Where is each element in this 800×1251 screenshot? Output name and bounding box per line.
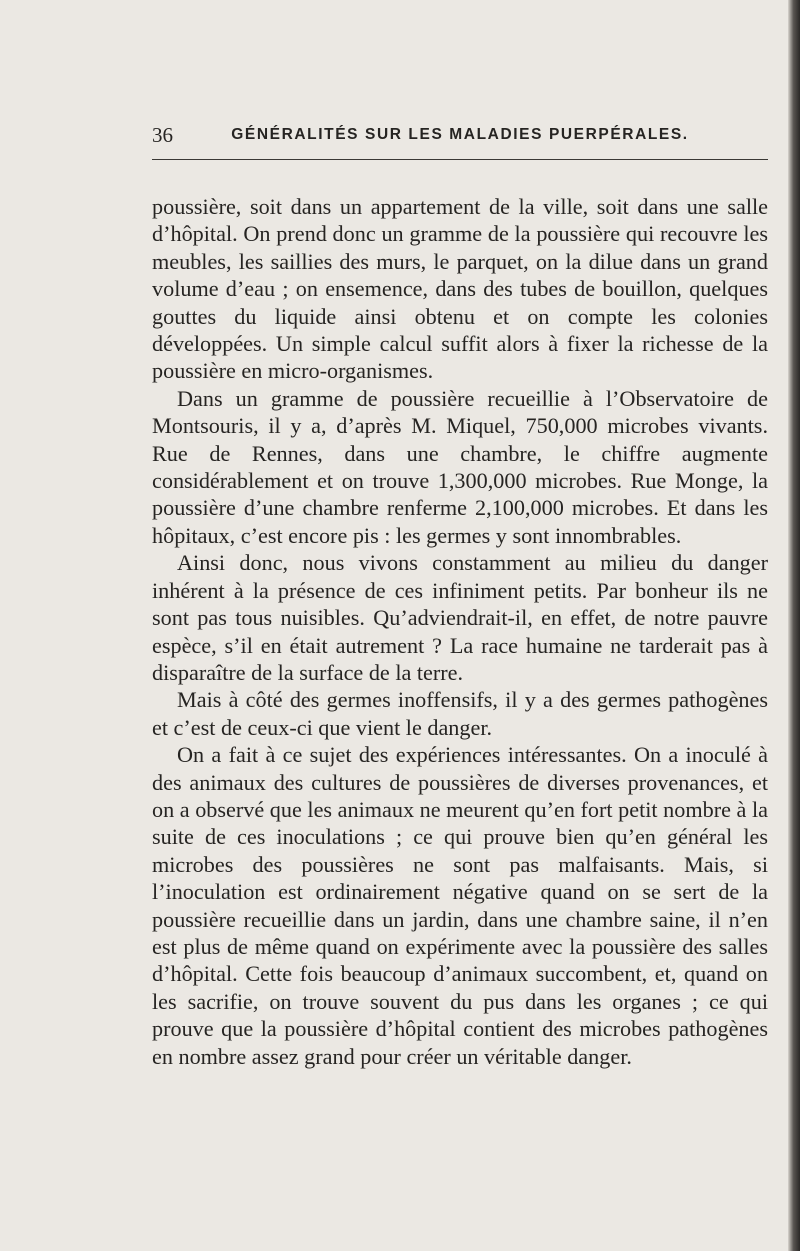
- paragraph-montsouris: Dans un gramme de poussière recueillie à l’Observatoire de Montsouris, il y a, d’après M. Miquel, 750,000 microbes vivants. Rue de Rennes, dans une chambre, le chiffre augmente considérablement et on trouve 1,300,000 microbes. Rue Monge, la poussière d’une chambre renferme 2,100,000 microbes. Et dans les hôpitaux, c’est encore pis : les germes y sont innombrables.: [152, 385, 768, 548]
- page-number: 36: [152, 123, 173, 147]
- header-rule: [152, 159, 768, 160]
- paragraph-danger: Ainsi donc, nous vivons constamment au milieu du danger inhérent à la présence de ces infiniment petits. Par bonheur ils ne sont pas tous nuisibles. Qu’adviendrait-il, en effet, de notre pauvre espèce, s’il en était autrement ? La race humaine ne tarderait pas à disparaître de la surface de la terre.: [152, 550, 768, 685]
- paragraph-pathogenes: Mais à côté des germes inoffensifs, il y a des germes pathogènes et c’est de ceux-ci que vient le danger.: [152, 687, 768, 740]
- page-header: [152, 120, 768, 150]
- paragraph-experiences: On a fait à ce sujet des expériences intéressantes. On a inoculé à des animaux des cultures de poussières de diverses provenances, et on a observé que les animaux ne meurent qu’en fort petit nombre à la suite de ces inoculations ; ce qui prouve bien qu’en général les microbes des poussières ne sont pas malfaisants. Mais, si l’inoculation est ordinairement négative quand on se sert de la poussière recueillie dans un jardin, dans une chambre saine, il n’en est plus de même quand on expérimente avec la poussière des salles d’hôpital. Cette fois beaucoup d’animaux succombent, et, quand on les sacrifie, on trouve souvent du pus dans les organes ; ce qui prouve que la poussière d’hôpital contient des microbes pathogènes en nombre assez grand pour créer un véritable danger.: [152, 742, 768, 1069]
- paragraph-continued: poussière, soit dans un appartement de la ville, soit dans une salle d’hôpital. On prend donc un gramme de la poussière qui recouvre les meubles, les saillies des murs, le parquet, on la dilue dans un grand volume d’eau ; on ensemence, dans des tubes de bouillon, quelques gouttes du liquide ainsi obtenu et on compte les colonies développées. Un simple calcul suffit alors à fixer la richesse de la poussière en micro-organismes.: [152, 194, 768, 384]
- page-edge-shadow: [788, 0, 800, 1251]
- running-title: GÉNÉRALITÉS SUR LES MALADIES PUERPÉRALES.: [231, 126, 689, 143]
- body-text: [152, 193, 768, 1070]
